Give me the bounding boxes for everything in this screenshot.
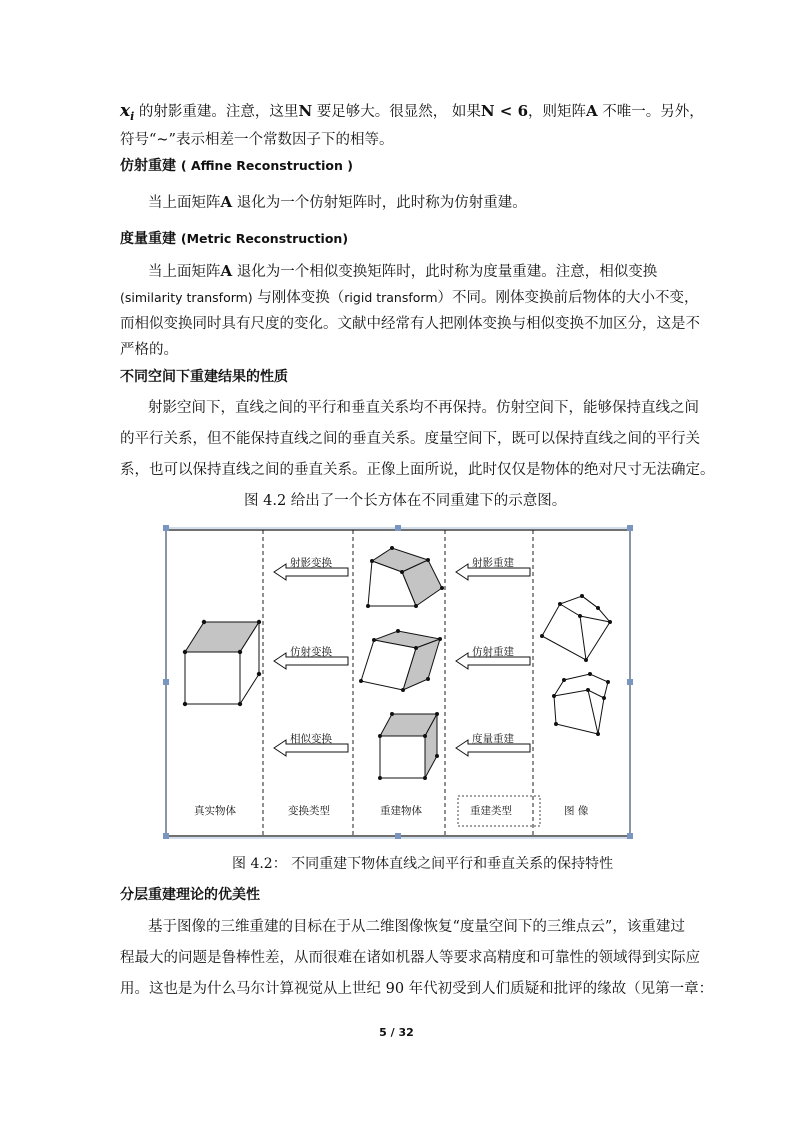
affine-post: 退化为一个仿射矩阵时，此时称为仿射重建。 — [232, 195, 527, 211]
label-projective-transform: 射影变换 — [290, 557, 332, 569]
affine-body — [148, 192, 708, 213]
metric-line3: 而相似变换同时具有尺度的变化。文献中经常有人把刚体变换与相似变换不加区分，这是不 — [120, 316, 700, 332]
metric-line2 — [120, 288, 699, 308]
advantage-line3: 用。这也是为什么马尔计算视觉从上世纪 90 年代初受到人们质疑和批评的缘故（见第一章： — [120, 981, 714, 997]
label-metric-recon: 度量重建 — [472, 733, 514, 745]
metric-post: 退化为一个相似变换矩阵时，此时称为度量重建。注意，相似变换 — [232, 264, 658, 280]
metric-object — [378, 712, 439, 780]
para1-text2: 要足够大。很显然， 如果 — [312, 104, 481, 120]
metric-line1 — [148, 261, 708, 282]
label-image: 图 像 — [564, 805, 589, 817]
label-transform-type: 变换类型 — [288, 805, 330, 817]
metric-pre: 当上面矩阵 — [148, 264, 221, 280]
label-affine-transform: 仿射变换 — [290, 646, 332, 658]
heading-metric-en: (Metric Reconstruction) — [180, 231, 349, 246]
para1-line1 — [120, 101, 704, 127]
para1-text3: ，则矩阵 — [528, 104, 587, 120]
real-cube — [183, 620, 261, 706]
label-similarity-transform: 相似变换 — [290, 733, 332, 745]
heading-affine — [120, 156, 353, 176]
label-affine-recon: 仿射重建 — [472, 646, 514, 658]
heading-metric-cn: 度量重建 — [120, 231, 176, 247]
metric-A: A — [220, 262, 233, 280]
properties-line3: 系，也可以保持直线之间的垂直关系。正像上面所说，此时仅仅是物体的绝对尺寸无法确定。 — [120, 462, 715, 478]
label-projective-recon: 射影重建 — [472, 557, 514, 569]
figure-4-2 — [160, 524, 636, 840]
var-x: x — [120, 101, 131, 121]
image-object-2 — [552, 672, 610, 736]
figure-caption: 图 4.2： 不同重建下物体直线之间平行和垂直关系的保持特性 — [232, 856, 614, 872]
para1-text1: 的射影重建。注意，这里 — [134, 104, 299, 120]
label-recon-type: 重建类型 — [470, 805, 512, 817]
advantage-line2: 程最大的问题是鲁棒性差，从而很难在诸如机器人等要求高精度和可靠性的领域得到实际应 — [120, 950, 700, 966]
metric-rigid: rigid transform — [344, 290, 438, 305]
page-number: 5 / 32 — [379, 1026, 414, 1039]
properties-line4: 图 4.2 给出了一个长方体在不同重建下的示意图。 — [244, 493, 567, 509]
heading-metric — [120, 229, 348, 249]
affine-pre: 当上面矩阵 — [148, 195, 221, 211]
label-real-object: 真实物体 — [194, 805, 236, 817]
var-N: N — [298, 102, 313, 120]
para1-line2: 符号“~”表示相差一个常数因子下的相等。 — [120, 132, 394, 148]
metric-line2-d: ）不同。刚体变换前后物体的大小不变， — [437, 290, 699, 306]
properties-line1: 射影空间下，直线之间的平行和垂直关系均不再保持。仿射空间下，能够保持直线之间 — [148, 400, 699, 416]
label-recon-object: 重建物体 — [380, 805, 422, 817]
heading-advantage: 分层重建理论的优美性 — [120, 887, 260, 903]
properties-line2: 的平行关系，但不能保持直线之间的垂直关系。度量空间下，既可以保持直线之间的平行关 — [120, 431, 700, 447]
advantage-line1: 基于图像的三维重建的目标在于从二维图像恢复“度量空间下的三维点云”，该重建过 — [148, 919, 685, 935]
heading-affine-cn: 仿射重建 — [120, 158, 176, 174]
affine-A: A — [220, 193, 233, 211]
metric-line2-b: 与刚体变换（ — [252, 290, 345, 306]
image-object-1 — [540, 594, 612, 662]
metric-line4: 严格的。 — [120, 342, 178, 358]
heading-properties: 不同空间下重建结果的性质 — [120, 369, 288, 385]
affine-object — [359, 629, 442, 692]
heading-affine-en: ( Affine Reconstruction ) — [180, 158, 353, 173]
para1-text4: 不唯一。另外， — [597, 104, 704, 120]
metric-similarity: (similarity transform) — [120, 290, 253, 305]
var-i: i — [130, 109, 135, 123]
projective-object — [366, 546, 444, 608]
var-A: A — [586, 102, 598, 120]
condition: N < 6 — [480, 102, 529, 120]
